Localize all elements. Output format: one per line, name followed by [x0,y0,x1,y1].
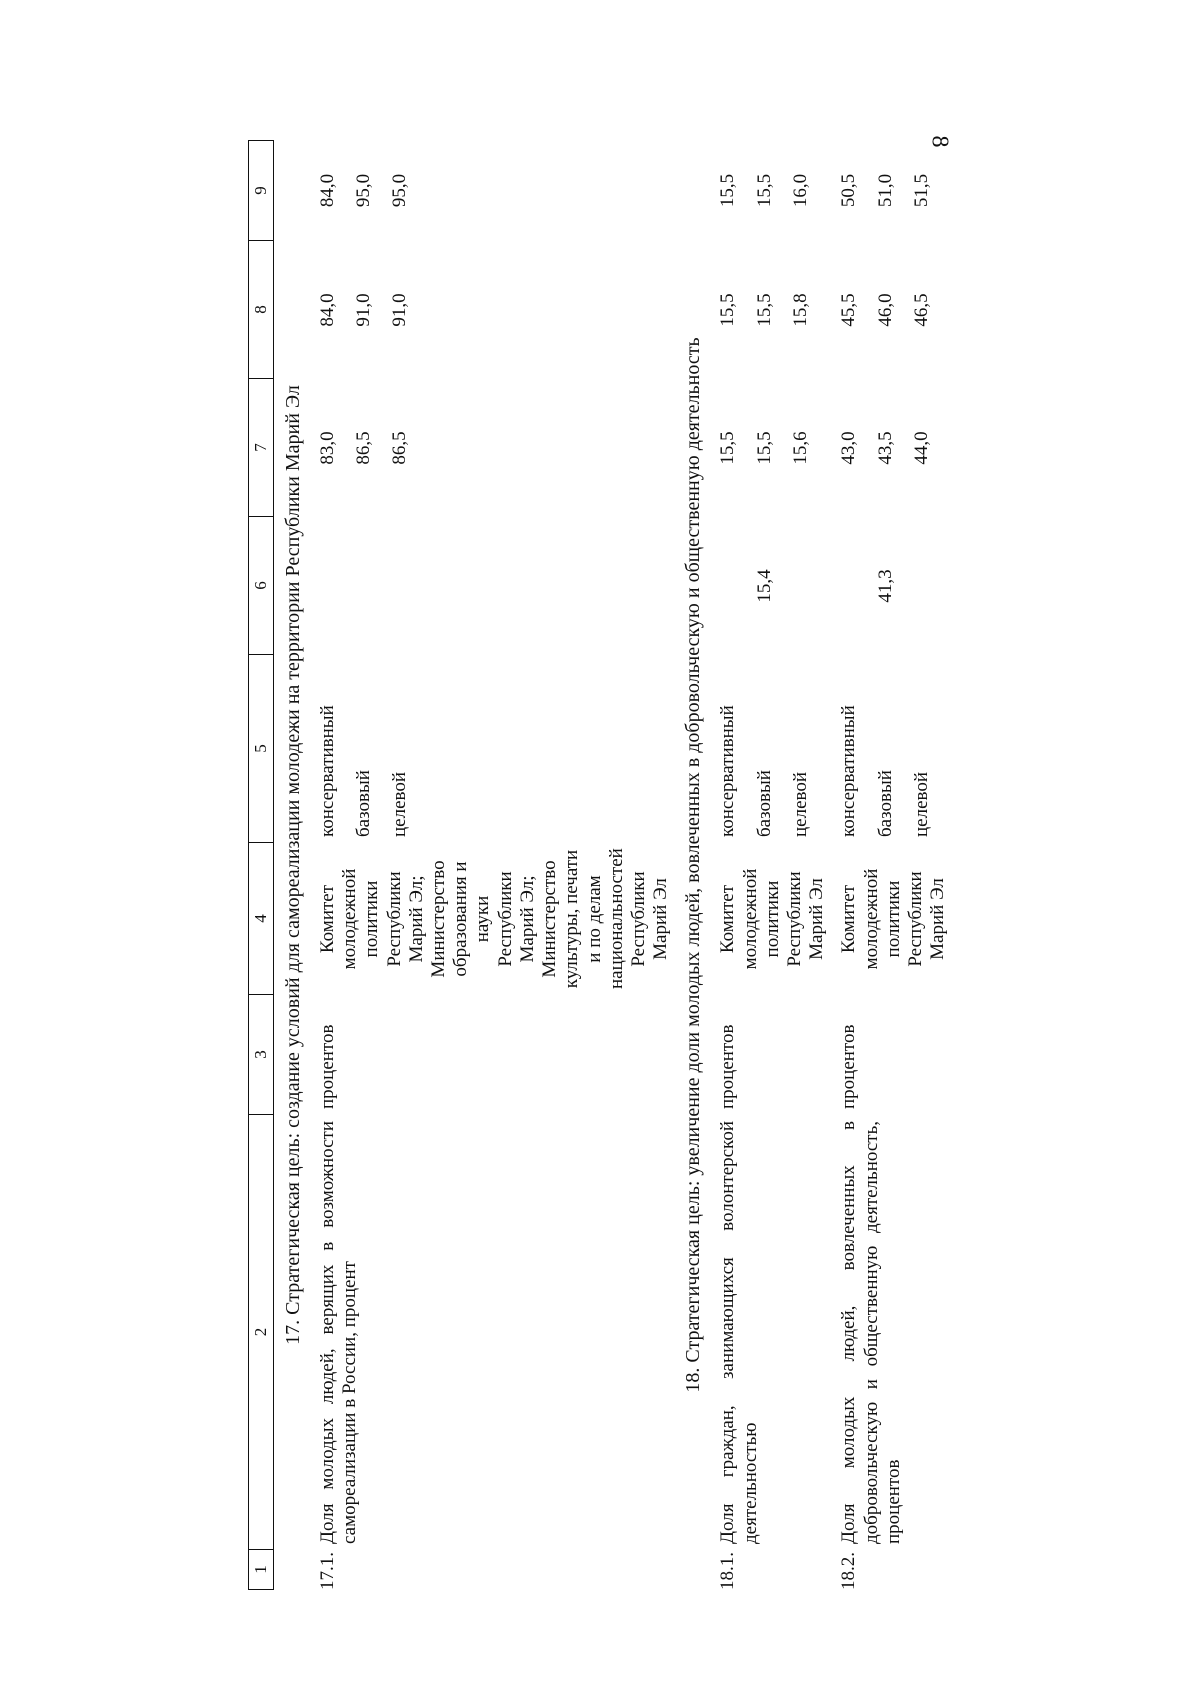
base-value [317,523,339,649]
table-row [717,140,828,1590]
value-7: 86,5 [389,431,411,465]
value-9: 15,5 [717,173,739,208]
value-8: 91,0 [353,293,375,327]
row-number: 18.2. [838,1552,860,1590]
value-7: 43,5 [874,431,896,465]
col9-values [838,140,949,241]
row-number: 18.1. [717,1552,739,1590]
indicator-name: Доля граждан, занимающихся волонтерской деятельностью [717,1121,761,1544]
col9-values [317,140,673,241]
col-num-3: 3 [248,995,274,1115]
executor: Комитет молодежной политики Республики Марий Эл [717,868,828,970]
indicator-name: Доля молодых людей, вовлеченных в добровольческую и общественную деятельность, процентов [838,1121,904,1544]
base-values [838,517,949,655]
column-number-header [248,140,274,1590]
col8-values [717,241,828,379]
table-row [317,140,673,1590]
value-7: 15,5 [717,431,739,465]
executor: Комитет молодежной политики Республики Марий Эл [838,868,949,970]
variant-target: целевой [789,771,811,837]
col8-values [838,241,949,379]
col-num-5: 5 [248,655,274,843]
executor: Комитет молодежной политики Республики Марий Эл; Министерство образования и науки Республики Марий Эл; Министерство культуры, печати и по делам национальностей Республики Марий Эл [316,848,672,989]
value-7: 43,0 [838,431,860,465]
value-8: 84,0 [316,293,338,327]
value-9: 15,5 [753,173,775,208]
col-num-8: 8 [248,241,274,379]
value-9: 95,0 [389,173,411,208]
value-9: 51,0 [874,173,896,208]
col-num-7: 7 [248,379,274,517]
col-num-1: 1 [248,1550,274,1590]
variant-base: базовый [753,770,775,837]
variants [838,655,949,843]
value-8: 46,0 [874,293,896,327]
value-9: 51,5 [910,173,932,208]
variants [717,655,828,843]
value-8: 15,5 [753,293,775,327]
value-7: 83,0 [316,431,338,465]
base-value [838,523,860,649]
table-row [838,140,949,1590]
base-value [717,523,739,649]
value-8: 15,5 [717,293,739,327]
section-title: 18. Стратегическая цель: увеличение доли молодых людей, вовлеченных в добровольческую и общественную деятельность [682,337,705,1393]
col7-values [838,379,949,517]
value-9: 16,0 [789,173,811,208]
indicator-name: Доля молодых людей, верящих в возможности самореализации в России, процент [316,1121,361,1544]
col8-values [317,241,673,379]
rotated-table [248,140,1028,1590]
variant-base: базовый [353,770,375,837]
value-8: 91,0 [389,293,411,327]
variants [317,655,673,843]
value-8: 46,5 [910,293,932,327]
value-8: 45,5 [838,293,860,327]
variant-conservative: консервативный [717,705,739,837]
base-value: 15,4 [753,569,775,603]
page-number: 8 [926,135,953,148]
value-9: 50,5 [838,173,860,208]
unit: процентов [717,1024,739,1109]
variant-target: целевой [910,771,932,837]
row-number: 17.1. [316,1552,338,1590]
section-title: 17. Стратегическая цель: создание условий для самореализации молодежи на территории Республики Марий Эл [281,385,304,1345]
variant-base: базовый [874,770,896,837]
col7-values [317,379,673,517]
col-num-2: 2 [248,1115,274,1550]
variant-conservative: консервативный [316,705,338,837]
value-8: 15,8 [789,293,811,327]
unit: процентов [316,1024,338,1109]
unit: процентов [838,1024,860,1109]
variant-target: целевой [389,771,411,837]
value-7: 86,5 [353,431,375,465]
col-num-4: 4 [248,843,274,995]
base-value: 41,3 [874,569,896,603]
value-7: 15,6 [789,431,811,465]
value-9: 84,0 [316,173,338,208]
base-values [717,517,828,655]
col7-values [717,379,828,517]
col-num-6: 6 [248,517,274,655]
value-7: 15,5 [753,431,775,465]
col9-values [717,140,828,241]
value-7: 44,0 [910,431,932,465]
variant-conservative: консервативный [838,705,860,837]
col-num-9: 9 [248,140,274,241]
value-9: 95,0 [353,173,375,208]
base-values [317,517,673,655]
